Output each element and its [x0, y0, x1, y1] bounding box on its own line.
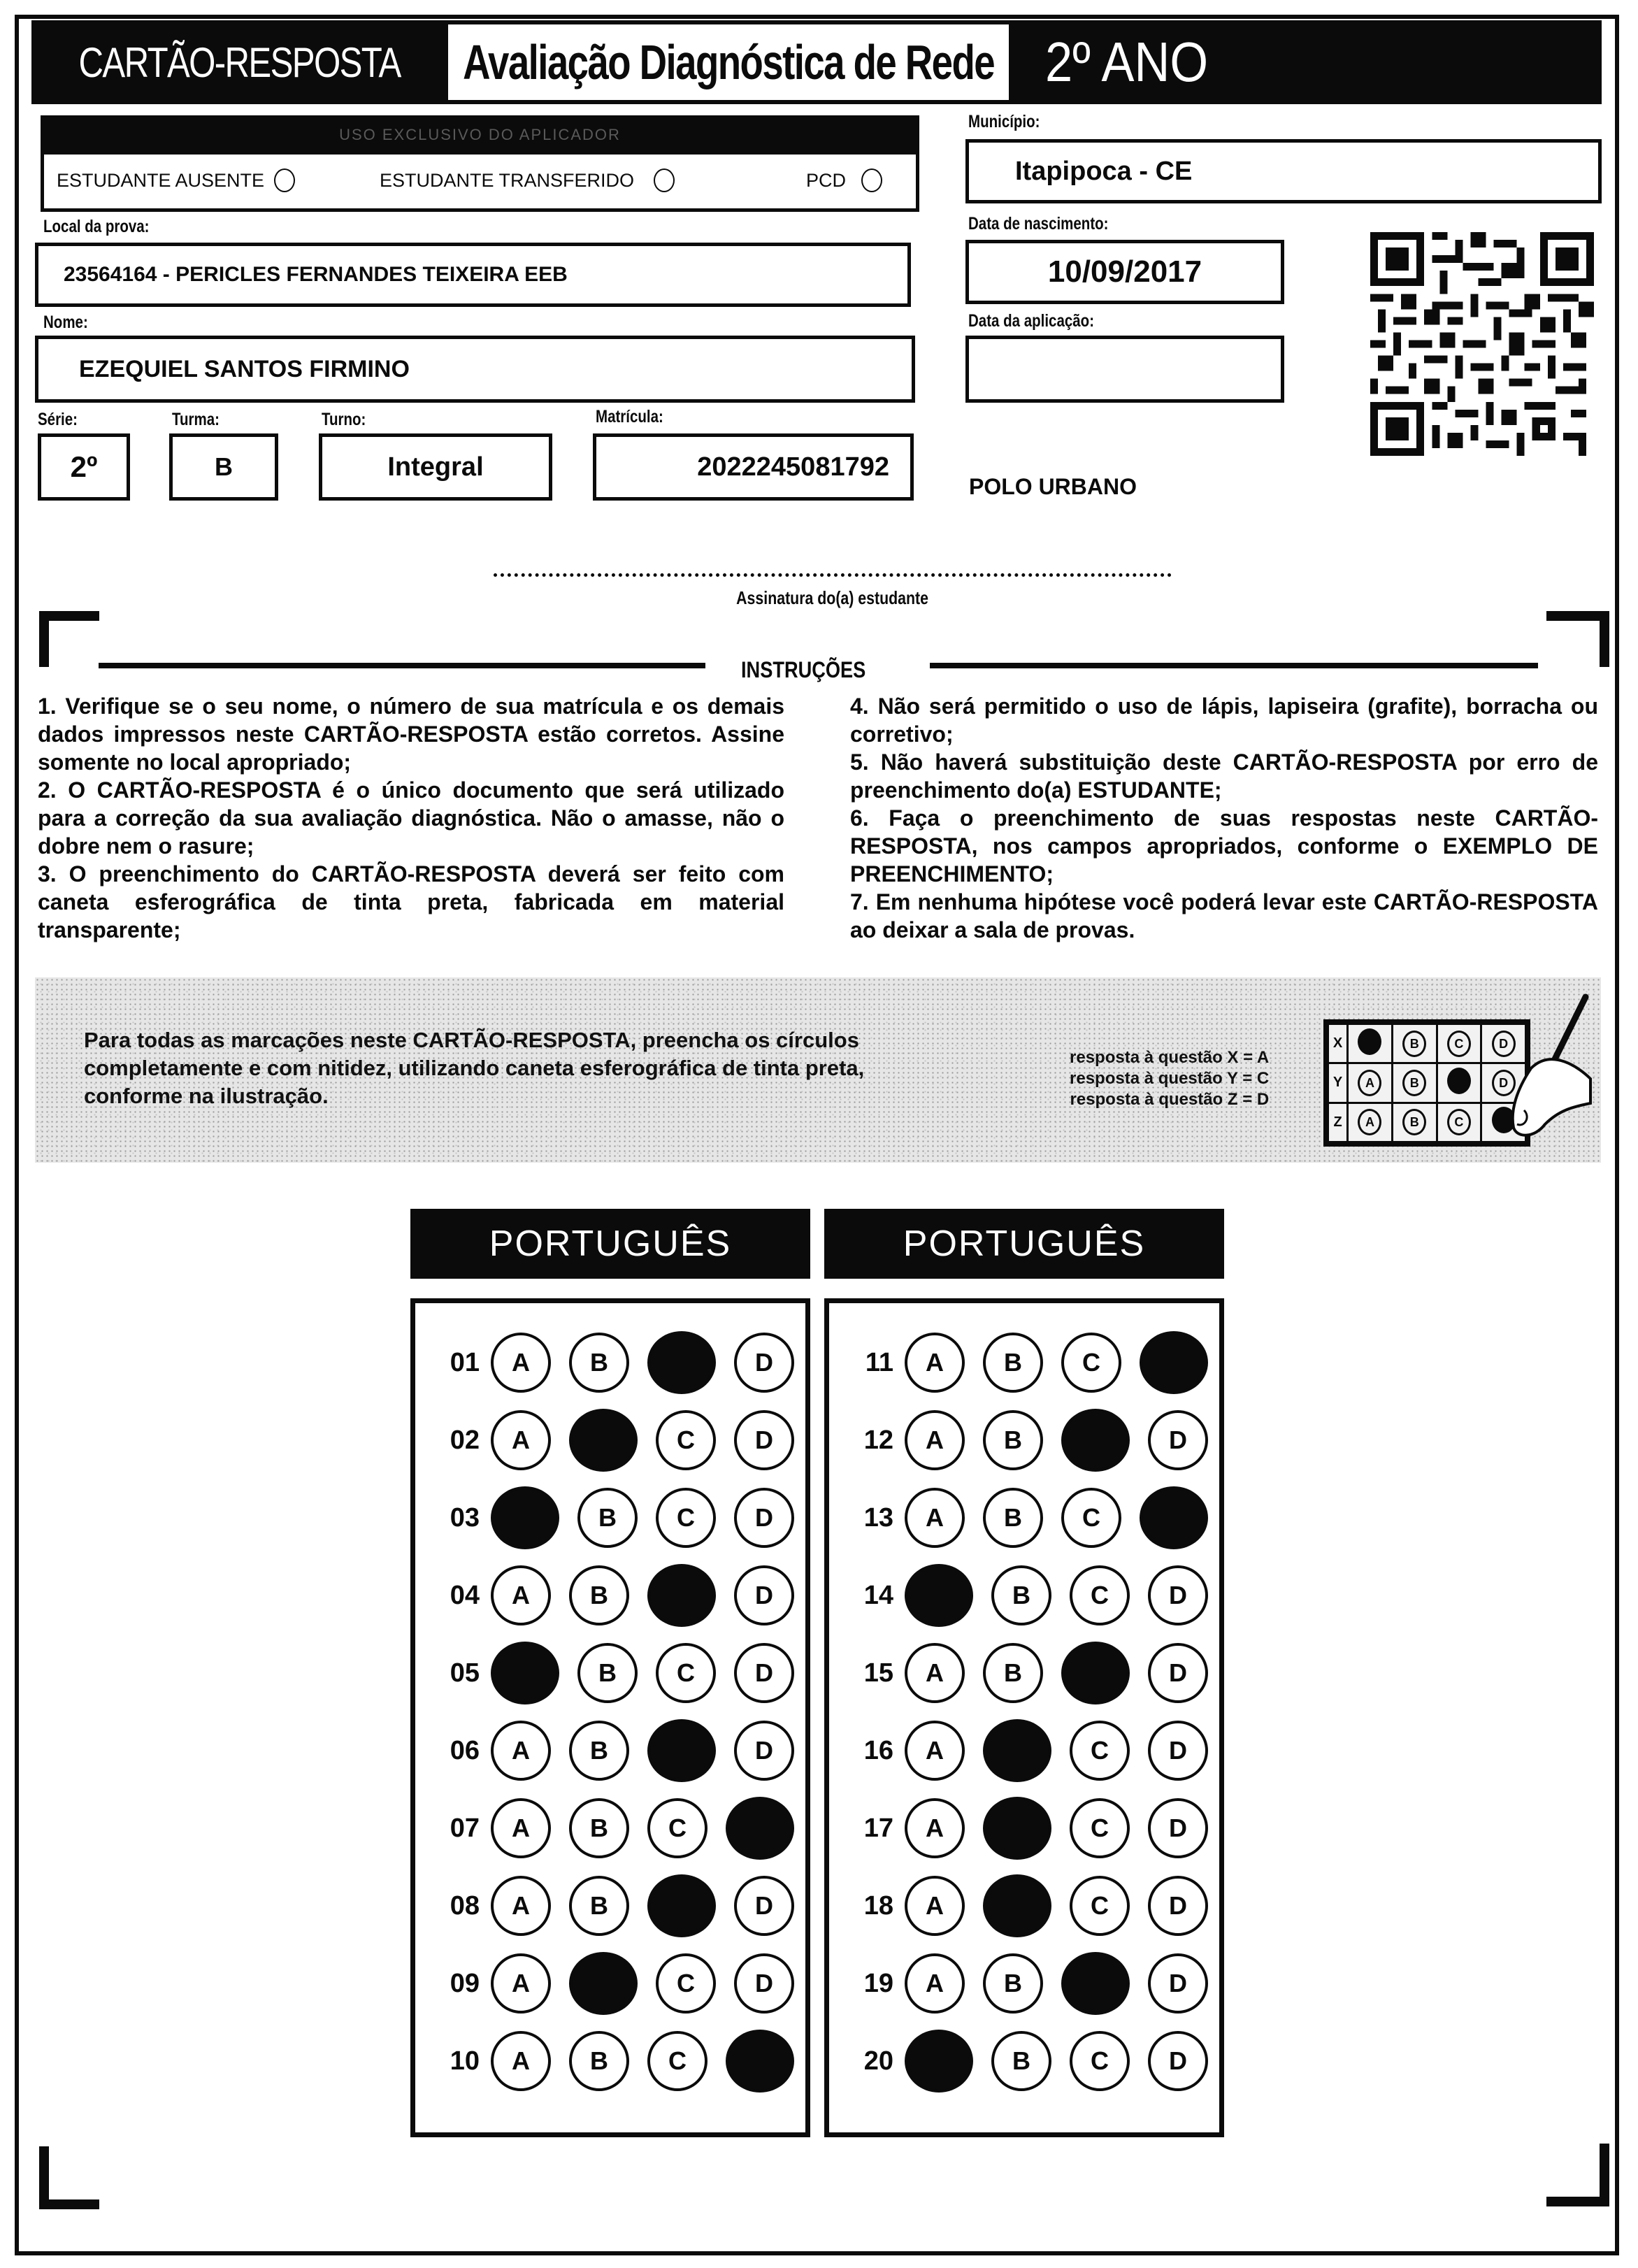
question-number: 20: [863, 2046, 893, 2076]
answer-bubble[interactable]: D: [1148, 1798, 1208, 1858]
answer-bubble-filled[interactable]: [569, 1409, 638, 1472]
answer-bubble[interactable]: D: [1148, 1721, 1208, 1781]
answer-bubble[interactable]: A: [905, 1410, 965, 1470]
turno-field: [319, 433, 552, 501]
example-question-label: X: [1328, 1024, 1348, 1063]
answer-bubble[interactable]: D: [1148, 1565, 1208, 1625]
fill-example-grid: [1323, 1019, 1530, 1147]
turma-value: B: [215, 452, 233, 481]
exam-title-banner: [448, 20, 1009, 104]
question-number: 02: [450, 1425, 480, 1455]
answer-bubble[interactable]: B: [991, 1565, 1051, 1625]
instructions-left-column: [38, 692, 784, 944]
nome-value: EZEQUIEL SANTOS FIRMINO: [79, 355, 410, 382]
local-prova-field: [35, 243, 911, 307]
example-bubble-filled: [1447, 1068, 1471, 1094]
matricula-value: 2022245081792: [697, 452, 889, 482]
question-row: [415, 1952, 794, 2015]
answer-bubble-filled[interactable]: [491, 1642, 559, 1704]
question-row: [415, 1874, 794, 1937]
answer-bubble[interactable]: A: [905, 1798, 965, 1858]
example-row-x: [1328, 1024, 1526, 1063]
answer-grid: [824, 1298, 1224, 2137]
question-number: 11: [865, 1347, 893, 1377]
instructions-title: INSTRUÇÕES: [741, 657, 866, 682]
answer-bubble[interactable]: B: [983, 1410, 1043, 1470]
answer-bubble-filled[interactable]: [491, 1486, 559, 1549]
answer-bubble[interactable]: B: [569, 2031, 629, 2091]
answer-bubble[interactable]: C: [647, 2031, 707, 2091]
answer-bubble[interactable]: C: [647, 1798, 707, 1858]
option-label: ESTUDANTE AUSENTE: [57, 169, 265, 191]
option-estudante-transferido[interactable]: [380, 168, 675, 192]
answer-bubble[interactable]: A: [905, 1488, 965, 1548]
matricula-label: Matrícula:: [596, 407, 663, 426]
answer-bubble-filled[interactable]: [983, 1719, 1051, 1782]
answer-bubble-filled[interactable]: [1140, 1486, 1208, 1549]
answer-grid: [410, 1298, 810, 2137]
answer-bubble-filled[interactable]: [983, 1797, 1051, 1860]
answer-bubble-filled[interactable]: [1061, 1642, 1130, 1704]
answer-bubble[interactable]: C: [1070, 1798, 1130, 1858]
answer-bubble[interactable]: B: [577, 1643, 638, 1703]
example-row-z: [1328, 1103, 1526, 1142]
answer-bubble-filled[interactable]: [1061, 1952, 1130, 2015]
answer-bubble[interactable]: D: [734, 1565, 794, 1625]
question-row: [415, 1797, 794, 1860]
answer-bubble[interactable]: C: [656, 1643, 716, 1703]
answer-bubble[interactable]: C: [656, 1953, 716, 2014]
example-bubble: B: [1402, 1070, 1426, 1096]
answer-bubble[interactable]: D: [734, 1488, 794, 1548]
answer-bubble[interactable]: A: [491, 1333, 551, 1393]
question-row: [829, 1642, 1208, 1704]
answer-bubble[interactable]: B: [569, 1876, 629, 1936]
instruction-item: 2. O CARTÃO-RESPOSTA é o único documento que será utilizado para a correção da sua avaliação diagnóstica. Não o amasse, não o dobre nem o rasure;: [38, 777, 784, 859]
answer-bubble-filled[interactable]: [647, 1874, 716, 1937]
turno-value: Integral: [387, 452, 484, 482]
answer-bubble[interactable]: A: [491, 2031, 551, 2091]
answer-bubble[interactable]: A: [905, 1876, 965, 1936]
answer-bubble[interactable]: B: [569, 1798, 629, 1858]
answer-bubble[interactable]: A: [905, 1953, 965, 2014]
option-estudante-ausente[interactable]: [57, 168, 295, 192]
answer-bubble-filled[interactable]: [726, 1797, 794, 1860]
data-aplicacao-label: Data da aplicação:: [968, 311, 1095, 331]
question-row: [415, 1564, 794, 1627]
answer-bubble-filled[interactable]: [905, 1564, 973, 1627]
municipio-value: Itapipoca - CE: [1015, 156, 1193, 186]
answer-bubble-filled[interactable]: [1140, 1331, 1208, 1394]
answer-bubble[interactable]: B: [569, 1721, 629, 1781]
instructions-right-column: [850, 692, 1598, 944]
radio-circle-icon[interactable]: [861, 168, 882, 192]
legend-line: resposta à questão Z = D: [1070, 1090, 1270, 1109]
aplicador-header: USO EXCLUSIVO DO APLICADOR: [41, 115, 919, 155]
legend-line: resposta à questão Y = C: [1070, 1069, 1270, 1088]
question-number: 01: [450, 1347, 480, 1377]
answer-bubble[interactable]: A: [491, 1721, 551, 1781]
radio-circle-icon[interactable]: [654, 168, 675, 192]
answer-bubble[interactable]: A: [491, 1953, 551, 2014]
answer-bubble[interactable]: A: [491, 1565, 551, 1625]
answer-bubble[interactable]: A: [905, 1721, 965, 1781]
answer-bubble[interactable]: B: [983, 1953, 1043, 2014]
turma-field: [169, 433, 278, 501]
question-row: [829, 1719, 1208, 1782]
answer-bubble[interactable]: B: [983, 1333, 1043, 1393]
answer-bubble[interactable]: A: [491, 1798, 551, 1858]
card-title-banner: [31, 20, 448, 104]
question-number: 07: [450, 1813, 480, 1843]
question-number: 16: [863, 1735, 893, 1765]
question-row: [829, 1797, 1208, 1860]
option-label: ESTUDANTE TRANSFERIDO: [380, 169, 635, 191]
answer-bubble[interactable]: D: [734, 1953, 794, 2014]
question-row: [415, 1409, 794, 1472]
serie-field: [38, 433, 130, 501]
answer-bubble[interactable]: D: [734, 1333, 794, 1393]
local-prova-value: 23564164 - PERICLES FERNANDES TEIXEIRA EEB: [64, 263, 568, 286]
corner-mark-bottom-right: [1546, 2197, 1609, 2206]
corner-mark-top-right: [1600, 611, 1609, 667]
instructions-rule-left: [99, 663, 705, 668]
answer-bubble-filled[interactable]: [647, 1564, 716, 1627]
answer-bubble-filled[interactable]: [726, 2030, 794, 2093]
question-number: 06: [450, 1735, 480, 1765]
data-aplicacao-field[interactable]: [965, 336, 1284, 403]
example-bubble: B: [1402, 1109, 1426, 1135]
card-title: CARTÃO-RESPOSTA: [78, 38, 401, 86]
grade-title: 2º ANO: [1045, 31, 1209, 93]
subject-header: PORTUGUÊS: [410, 1209, 810, 1279]
question-number: 15: [863, 1658, 893, 1688]
answer-bubble[interactable]: A: [905, 1333, 965, 1393]
answer-bubble[interactable]: B: [569, 1565, 629, 1625]
matricula-field: [593, 433, 914, 501]
polo-label: POLO URBANO: [969, 474, 1137, 499]
question-row: [829, 1486, 1208, 1549]
radio-circle-icon[interactable]: [274, 168, 295, 192]
answer-bubble[interactable]: B: [983, 1643, 1043, 1703]
municipio-field: [965, 139, 1602, 203]
example-row-y: [1328, 1063, 1526, 1103]
question-row: [829, 1331, 1208, 1394]
instruction-item: 7. Em nenhuma hipótese você poderá levar este CARTÃO-RESPOSTA ao deixar a sala de provas.: [850, 889, 1598, 942]
question-row: [415, 1642, 794, 1704]
turno-label: Turno:: [322, 410, 366, 429]
question-number: 09: [450, 1968, 480, 1998]
instruction-item: 5. Não haverá substituição deste CARTÃO-RESPOSTA por erro de preenchimento do(a) ESTUDANTE;: [850, 749, 1598, 803]
answer-bubble[interactable]: B: [577, 1488, 638, 1548]
answer-bubble[interactable]: C: [656, 1410, 716, 1470]
answer-bubble[interactable]: C: [1070, 1721, 1130, 1781]
instructions-rule-right: [930, 663, 1538, 668]
serie-value: 2º: [70, 450, 98, 483]
question-number: 19: [863, 1968, 893, 1998]
example-bubble: D: [1492, 1031, 1516, 1057]
local-prova-label: Local da prova:: [43, 217, 150, 236]
answer-bubble[interactable]: C: [1070, 1876, 1130, 1936]
answer-bubble[interactable]: C: [656, 1488, 716, 1548]
question-row: [415, 1331, 794, 1394]
answer-bubble[interactable]: A: [905, 1643, 965, 1703]
nome-label: Nome:: [43, 313, 88, 332]
fill-example-panel: [35, 977, 1601, 1163]
qr-code-icon: [1370, 231, 1594, 457]
fill-example-text: Para todas as marcações neste CARTÃO-RESPOSTA, preencha os círculos completamente e com nitidez, utilizando caneta esferográfica de tinta preta, conforme na ilustração.: [84, 1028, 865, 1108]
question-number: 08: [450, 1890, 480, 1921]
question-number: 17: [863, 1813, 893, 1843]
answer-bubble[interactable]: C: [1061, 1488, 1121, 1548]
example-bubble-filled: [1358, 1028, 1381, 1055]
answer-bubble-filled[interactable]: [569, 1952, 638, 2015]
answer-bubble-filled[interactable]: [647, 1719, 716, 1782]
corner-mark-top-left: [39, 611, 49, 667]
answer-bubble[interactable]: D: [1148, 1876, 1208, 1936]
answer-bubble[interactable]: D: [1148, 1643, 1208, 1703]
question-row: [415, 1719, 794, 1782]
question-number: 18: [863, 1890, 893, 1921]
signature-label: Assinatura do(a) estudante: [736, 587, 929, 608]
municipio-label: Município:: [968, 112, 1040, 131]
answer-bubble[interactable]: C: [1061, 1333, 1121, 1393]
grade-title-banner: [1009, 20, 1602, 104]
question-number: 03: [450, 1502, 480, 1533]
exam-title: Avaliação Diagnóstica de Rede: [463, 35, 994, 89]
hand-pen-icon: [1503, 991, 1594, 1152]
instruction-item: 6. Faça o preenchimento de suas respostas neste CARTÃO-RESPOSTA, nos campos apropriados, conforme o EXEMPLO DE PREENCHIMENTO;: [850, 805, 1598, 887]
example-bubble: C: [1447, 1031, 1471, 1057]
example-question-label: Y: [1328, 1063, 1348, 1103]
example-bubble: A: [1358, 1070, 1381, 1096]
example-bubble: B: [1402, 1031, 1426, 1057]
answer-bubble[interactable]: D: [1148, 2031, 1208, 2091]
question-number: 10: [450, 2046, 480, 2076]
answer-bubble[interactable]: D: [734, 1410, 794, 1470]
answer-bubble-filled[interactable]: [905, 2030, 973, 2093]
instruction-item: 1. Verifique se o seu nome, o número de sua matrícula e os demais dados impressos neste CARTÃO-RESPOSTA estão corretos. Assine somente no local apropriado;: [38, 694, 784, 775]
legend-line: resposta à questão X = A: [1070, 1048, 1270, 1067]
answer-bubble[interactable]: D: [734, 1643, 794, 1703]
instruction-item: 3. O preenchimento do CARTÃO-RESPOSTA deverá ser feito com caneta esferográfica de tinta preta, fabricada em material transparente;: [38, 861, 784, 942]
example-bubble: A: [1358, 1109, 1381, 1135]
corner-mark-bottom-left: [39, 2199, 99, 2209]
answer-bubble[interactable]: A: [491, 1410, 551, 1470]
question-row: [829, 1409, 1208, 1472]
data-nascimento-value: 10/09/2017: [1047, 254, 1202, 289]
answer-bubble-filled[interactable]: [1061, 1409, 1130, 1472]
answer-bubble[interactable]: B: [991, 2031, 1051, 2091]
turma-label: Turma:: [172, 410, 220, 429]
signature-line[interactable]: [494, 573, 1172, 577]
question-number: 14: [863, 1580, 893, 1610]
question-number: 12: [863, 1425, 893, 1455]
question-number: 04: [450, 1580, 480, 1610]
question-row: [829, 1874, 1208, 1937]
answer-bubble-filled[interactable]: [647, 1331, 716, 1394]
answer-bubble[interactable]: D: [1148, 1953, 1208, 2014]
answer-bubble[interactable]: B: [569, 1333, 629, 1393]
answer-bubble[interactable]: C: [1070, 2031, 1130, 2091]
example-question-label: Z: [1328, 1103, 1348, 1142]
answer-bubble[interactable]: D: [734, 1876, 794, 1936]
nome-field: [35, 336, 915, 403]
question-row: [829, 2030, 1208, 2093]
serie-label: Série:: [38, 410, 78, 429]
answer-bubble-filled[interactable]: [983, 1874, 1051, 1937]
answer-bubble[interactable]: A: [491, 1876, 551, 1936]
aplicador-options: [41, 153, 919, 212]
option-label: PCD: [806, 169, 847, 191]
question-row: [415, 1486, 794, 1549]
question-number: 05: [450, 1658, 480, 1688]
data-nascimento-label: Data de nascimento:: [968, 214, 1109, 234]
answer-bubble[interactable]: B: [983, 1488, 1043, 1548]
example-bubble: C: [1447, 1109, 1471, 1135]
instruction-item: 4. Não será permitido o uso de lápis, lapiseira (grafite), borracha ou corretivo;: [850, 694, 1598, 747]
option-pcd[interactable]: [806, 168, 882, 192]
answer-bubble[interactable]: D: [1148, 1410, 1208, 1470]
question-row: [829, 1564, 1208, 1627]
subject-header: PORTUGUÊS: [824, 1209, 1224, 1279]
answer-bubble[interactable]: D: [734, 1721, 794, 1781]
fill-example-legend: [1070, 1047, 1269, 1110]
example-bubble: D: [1492, 1070, 1516, 1096]
question-row: [829, 1952, 1208, 2015]
question-number: 13: [863, 1502, 893, 1533]
answer-bubble[interactable]: C: [1070, 1565, 1130, 1625]
question-row: [415, 2030, 794, 2093]
data-nascimento-field: [965, 240, 1284, 304]
